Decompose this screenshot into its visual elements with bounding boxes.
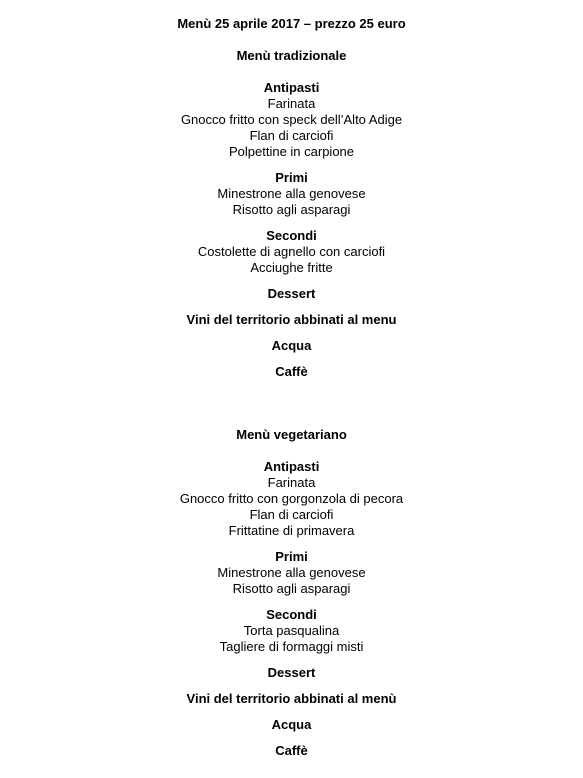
veg-antipasto-item: Farinata bbox=[267, 475, 316, 490]
menu-tradizionale-title: Menù tradizionale bbox=[236, 48, 347, 63]
veg-secondi-heading: Secondi bbox=[266, 607, 317, 622]
trad-antipasto-item: Gnocco fritto con speck dell’Alto Adige bbox=[180, 112, 403, 127]
trad-primo-item: Minestrone alla genovese bbox=[217, 186, 366, 201]
trad-caffe: Caffè bbox=[275, 364, 308, 379]
veg-primo-item: Minestrone alla genovese bbox=[217, 565, 366, 580]
document-title: Menù 25 aprile 2017 – prezzo 25 euro bbox=[177, 16, 406, 31]
trad-antipasti-heading: Antipasti bbox=[263, 80, 320, 95]
menu-vegetariano-title: Menù vegetariano bbox=[236, 427, 347, 442]
veg-vini: Vini del territorio abbinati al menù bbox=[186, 691, 397, 706]
veg-caffe: Caffè bbox=[275, 743, 308, 758]
trad-secondi-heading: Secondi bbox=[266, 228, 317, 243]
veg-dessert: Dessert bbox=[267, 665, 316, 680]
veg-antipasto-item: Frittatine di primavera bbox=[228, 523, 355, 538]
veg-antipasti-heading: Antipasti bbox=[263, 459, 320, 474]
trad-antipasto-item: Flan di carciofi bbox=[249, 128, 334, 143]
trad-dessert: Dessert bbox=[267, 286, 316, 301]
trad-primo-item: Risotto agli asparagi bbox=[232, 202, 351, 217]
trad-antipasto-item: Polpettine in carpione bbox=[228, 144, 355, 159]
veg-primi-heading: Primi bbox=[275, 549, 308, 564]
veg-primo-item: Risotto agli asparagi bbox=[232, 581, 351, 596]
veg-acqua: Acqua bbox=[271, 717, 312, 732]
trad-antipasto-item: Farinata bbox=[267, 96, 316, 111]
veg-secondo-item: Torta pasqualina bbox=[243, 623, 340, 638]
trad-secondo-item: Costolette di agnello con carciofi bbox=[197, 244, 386, 259]
trad-acqua: Acqua bbox=[271, 338, 312, 353]
veg-antipasto-item: Flan di carciofi bbox=[249, 507, 334, 522]
veg-antipasto-item: Gnocco fritto con gorgonzola di pecora bbox=[179, 491, 404, 506]
trad-secondo-item: Acciughe fritte bbox=[250, 260, 333, 275]
veg-secondo-item: Tagliere di formaggi misti bbox=[219, 639, 364, 654]
trad-primi-heading: Primi bbox=[275, 170, 308, 185]
trad-vini: Vini del territorio abbinati al menu bbox=[186, 312, 397, 327]
